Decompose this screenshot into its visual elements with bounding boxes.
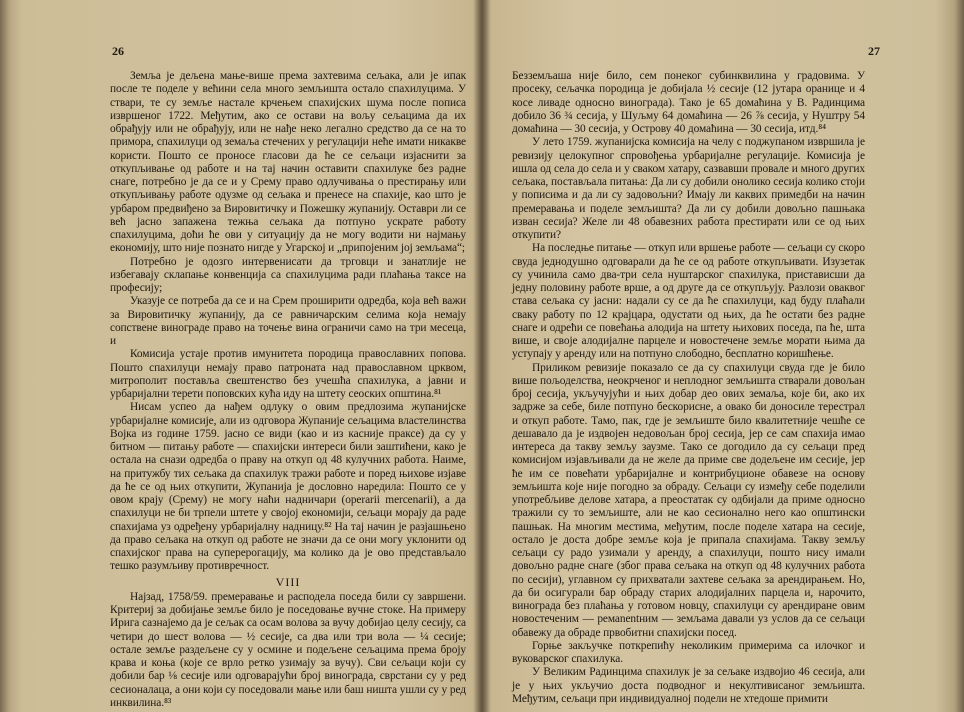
paragraph: Указује се потреба да се и на Срем проширити одредба, која већ важи за Вировитичку жупанију, да се равничарским селима која немају сопствене винограде право на точење вина ограничи само на три месеца, и	[110, 295, 466, 347]
paragraph: Приликом ревизије показало се да су спахилуци свуда где је било више пољоделства, неокрченог и неплодног земљишта стварали довољан број сесија, укључујући и њих добар део ових земаља, које би, ако их задрже за себе, биле потпуно бескорисне, а овако би доносиле терестрал и откуп работе. Тамо, пак, где је земљиште било квалитетније чешће се дешавало да је издвојен недовољан број сесија, јер се сам спахија имао интереса да такву земљу заузме. Тако се догодило да су сељаци пред комисијом изјављивали да не желе да приме све додељене им сесије, јер ће им се повећати урбаријалне и контрибуционе обавезе на основу земљишта које није погодно за обраду. Сељаци су између себе поделили употребљиве делове хатара, а преостатак су одбијали да приме односно тражили су то земљиште, али не као сесионално него као општински пашњак. На многим местима, међутим, после поделе хатара на сесије, остало је доста добре земље која је припала спахијама. Такву земљу сељаци су радо узимали у аренду, а спахилуци, пошто нису имали довољно радне снаге (због права сељака на откуп од 48 кулучних работа по сесији), углавном су прихватали захтеве сељака за арендирањем. Но, да би осигурали бар обраду старих алодијалних парцела и, нарочито, винограда без плаћања у готовом новцу, спахилуци су арендиране овим новостеченим — ремаnentним — земљама давали уз услов да се сељаци обавежу да обраде првобитни спахијски посед.	[512, 361, 865, 639]
right-page	[482, 0, 964, 712]
paragraph: Земља је дељена мање-више према захтевима сељака, али је ипак после те поделе у већини села много земљишта остало спахилуцима. У ствари, те су земље настале крчењем спахијских шума после пописа извршеног 1722. Међутим, ако се остави на вољу сељацима да их обрађују или не обрађују, или не нађе неко легално средство да се на то примора, спахилуци од земаља стечених у регулацији неће имати никакве користи. Пошто се проносе гласови да ће се сељаци изјаснити за откупљивање од работе и на тај начин оставити спахилуке без радне снаге, потребно је да се и у Срему право одлучивања о престирању или откупљивању работе одузме од сељака и пренесе на спахије, као што је урбаром предвиђено за Вировитичку и Пожешку жупанију. Оставри ли се већ јасно запажена тежња сељака да потпуно ускрате работу спахилуцима, доћи ће ови у ситуацију да не могу водити ни најмању економију, што није познато нигде у Угарској и „припојеним јој земљама“;	[110, 70, 466, 255]
page-number-left: 26	[112, 44, 124, 58]
paragraph: Горње закључке поткрепићу неколиким примерима са илочког и вуковарског спахилука.	[512, 639, 865, 665]
paragraph: Потребно је одозго интервенисати да трговци и занатлије не избегавају склапање конвенција са спахилуцима ради плаћања таксе на професију;	[110, 255, 466, 294]
paragraph: У Великим Радинцима спахилук је за сељаке издвојио 46 сесија, али је у њих укључио доста подводног и некултивисаног земљишта. Међутим, сељаци при индивидуалној подели не хтедоше примити	[512, 666, 865, 705]
right-page-text	[512, 70, 865, 706]
paragraph: Нисам успео да нађем одлуку о овим предлозима жупанијске урбаријалне комисије, али из одговора Жупаније сељацима властелинства Војка из године 1759. јасно се види (као и из каснијe праксе) да су у битном — питању работе — спахијски интереси били заштићени, како је остала на снази одредба о праву на откуп од 48 кулучних работа. Наиме, на притужбу тих сељака да спахилук тражи работе и поред њихове изјаве да ће се од њих откупити, Жупанија је дословно наредила: Пошто се у овом крају (Срему) не могу наћи надничари (operarii mercenarii), а да спахилуци не би трпели штете у својој економији, сељаци морају да раде спахијама уз одређену урбаријалну надницу.⁸² На тај начин је разјашњено да право сељака на откуп од работе не значи да се они могу уклонити од спахијског права на суперерогацију, ма колико да је ово представљало тешко разумљиву противречност.	[110, 401, 466, 573]
left-page-text	[110, 70, 466, 710]
paragraph: Безземљаша није било, сем понеког субинквилина у градовима. У просеку, сељачка породица је добијала ½ сесије (12 јутара оранице и 4 косе ливаде односно винограда). Тако је 65 домаћина у В. Радинцима добило 36 ¾ сесија, у Шуљму 64 домаћина — 26 ⅞ сесија, у Нуштру 54 домаћина — 30 сесија, у Острову 40 домаћина — 30 сесија, итд.⁸⁴	[512, 70, 865, 135]
page-number-right: 27	[868, 44, 880, 58]
section-heading: VIII	[275, 574, 301, 589]
paragraph: На последње питање — откуп или вршење работе — сељаци су скоро свуда једнодушно одговарали да ће се од работе откупљивати. Изузетак су учинила само два-три села нуштарског спахилука, пристависши да једну половину работе врше, а од друге да се откупљују. Разлози оваквог става сељака су јасни: надали су се да ће спахилуци, кад буду плаћали сваку работу по 12 крајцара, одустати од њих, да ће остати без радне снаге и одрећи се повећања алодија на штету њихових поседа, па ће, шта више, и своје алодијалне парцеле и новостечене земље морати њима да уступају у аренду или на потпуно слободно, бесплатно коришћење.	[512, 242, 866, 361]
paragraph: У лето 1759. жупанијска комисија на челу с поджупаном извршила је ревизију целокупног спровођења урбаријалне регулације. Комисија је ишла од села до села и у сваком хатару, сазвавши провале и много других сељака, постављала питања: Да ли су добили онолико сесија колико стоји у пописима и да ли су задовољни? Имају ли каквих примедби на начин премеравања и поделе земљишта? Да ли су добили довољно пашњака изван сесија? Желе ли 48 обавезних работа престирати или се од њих откупити?	[512, 136, 865, 241]
paragraph: Комисија устаје против имунитета породица православних попова. Пошто спахилуци немају право патроната над православном црквом, митрополит поставља свештенство без учешћа спахилука, а јавни и урбаријални терети поповских кућа иду на штету сеоских општина.⁸¹	[110, 348, 466, 400]
paragraph: Најзад, 1758/59. премеравање и расподела поседа били су завршени. Критериј за добијање земље било је поседовање вучне стоке. На примеру Ирига сазнајемо да је сељак са осам волова за вучу добијао целу сесију, са четири до шест волова — ½ сесије, са два или три вола — ¼ сесије; остале земље раздељене су у осмине и подељене сељацима према броју крава и коња (које се врло ретко узимају за вучу). Сви сељаци који су добили бар ⅛ сесије или одговарајући број винограда, сврстани су у ред сесионалаца, а они који су поседовали мање или баш ништа ушли су у ред инквилина.⁸³	[110, 590, 466, 709]
